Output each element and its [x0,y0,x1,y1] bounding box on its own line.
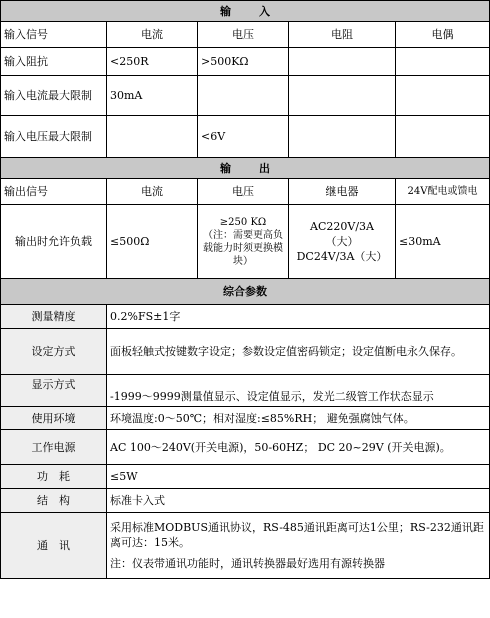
input-col-current: 电流 [107,22,198,48]
param-label-structure: 结 构 [1,489,107,513]
param-value-environment: 环境温度:0～50℃；相对湿度:≤85%RH； 避免强腐蚀气体。 [107,407,490,430]
param-value-communication: 采用标准MODBUS通讯协议，RS-485通讯距离可达1公里；RS-232通讯距离可达：15米。 [110,521,484,549]
empty-cell [396,48,490,76]
relay-dc-rating: DC24V/3A（大） [296,250,388,263]
output-section-header [1,158,490,179]
param-label-consumption: 功 耗 [1,465,107,489]
empty-cell [289,76,396,116]
param-value-accuracy: 0.2%FS±1字 [107,305,490,329]
relay-ac-size: （大） [325,235,359,248]
input-col-resistance: 电阻 [289,22,396,48]
output-col-voltage: 电压 [198,179,289,205]
input-section-header [1,1,490,22]
input-section-title: 输入 [220,4,299,18]
param-label-environment: 使用环境 [1,407,107,430]
empty-cell [396,116,490,158]
load-supply-value: ≤30mA [396,205,490,279]
input-impedance-voltage: >500KΩ [198,48,289,76]
output-col-signal: 输出信号 [1,179,107,205]
empty-cell [107,116,198,158]
param-value-power-supply: AC 100～240V(开关电源)，50-60HZ； DC 20~29V (开关电源)。 [107,430,490,465]
table-row [1,513,490,579]
output-col-supply: 24V配电或馈电 [396,179,490,205]
input-impedance-current: <250R [107,48,198,76]
load-voltage-note: （注：需要更高负载能力时须更换模块） [203,229,283,267]
table-row [1,329,490,375]
params-section-header [1,279,490,305]
max-voltage-value: <6V [198,116,289,158]
table-row [1,305,490,329]
param-label-setting: 设定方式 [1,329,107,375]
relay-ac-rating: AC220V/3A [310,220,374,233]
communication-note: 注：仪表带通讯功能时，通讯转换器最好选用有源转换器 [110,557,385,570]
param-value-structure: 标准卡入式 [107,489,490,513]
empty-cell [198,76,289,116]
table-row [1,48,490,76]
input-col-signal: 输入信号 [1,22,107,48]
input-column-header-row [1,22,490,48]
params-section-title: 综合参数 [1,279,490,305]
row-label: 输出时允许负载 [1,205,107,279]
empty-cell [396,76,490,116]
table-row [1,430,490,465]
param-label-communication: 通 讯 [1,513,107,579]
output-col-current: 电流 [107,179,198,205]
row-label: 输入电压最大限制 [1,116,107,158]
param-value-setting: 面板轻触式按键数字设定；参数设定值密码锁定；设定值断电永久保存。 [107,329,490,375]
param-label-power-supply: 工作电源 [1,430,107,465]
table-row [1,76,490,116]
load-voltage-value: ≥250 KΩ [219,216,267,228]
row-label: 输入电流最大限制 [1,76,107,116]
load-current-value: ≤500Ω [107,205,198,279]
load-voltage-cell [198,205,289,279]
max-current-value: 30mA [107,76,198,116]
output-col-relay: 继电器 [289,179,396,205]
output-load-row [1,205,490,279]
load-relay-cell [289,205,396,279]
input-col-thermocouple: 电偶 [396,22,490,48]
row-label: 输入阻抗 [1,48,107,76]
table-row [1,375,490,407]
output-column-header-row [1,179,490,205]
empty-cell [289,48,396,76]
param-value-display: -1999～9999测量值显示、设定值显示，发光二级管工作状态显示 [107,375,490,407]
table-row [1,489,490,513]
param-label-display: 显示方式 [1,375,107,407]
input-col-voltage: 电压 [198,22,289,48]
table-row [1,116,490,158]
empty-cell [289,116,396,158]
param-value-consumption: ≤5W [107,465,490,489]
table-row [1,465,490,489]
output-section-title: 输出 [220,161,299,175]
param-label-accuracy: 测量精度 [1,305,107,329]
table-row [1,407,490,430]
param-value-communication-cell [107,513,490,579]
